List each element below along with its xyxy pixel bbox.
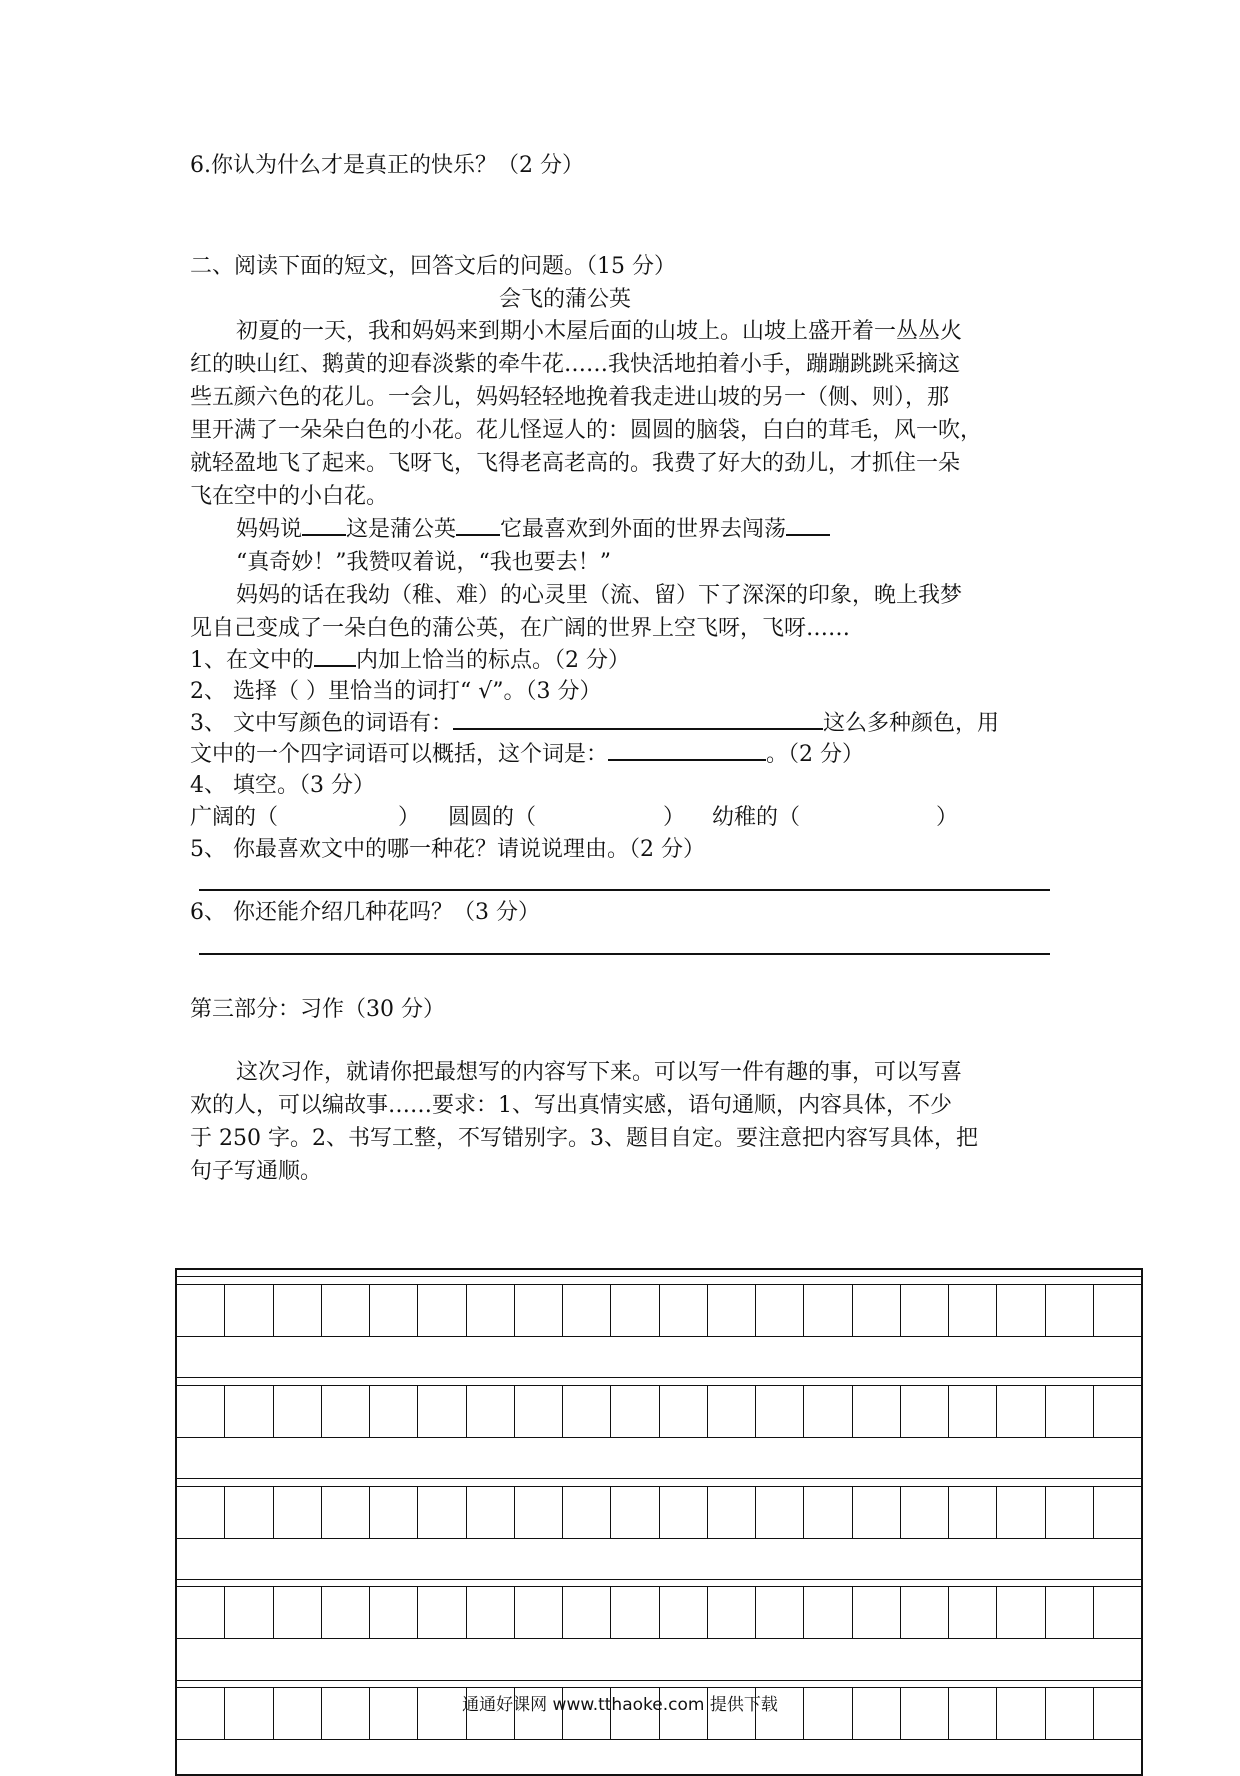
- grid-cell[interactable]: [611, 1587, 659, 1638]
- grid-cell[interactable]: [563, 1487, 611, 1538]
- grid-cell[interactable]: [274, 1285, 322, 1336]
- q4-item-1-open: 广阔的（: [190, 805, 279, 830]
- question-text: 内加上恰当的标点。（2 分）: [356, 648, 630, 673]
- grid-cell[interactable]: [997, 1386, 1045, 1437]
- grid-cell[interactable]: [804, 1587, 852, 1638]
- grid-cell[interactable]: [901, 1587, 949, 1638]
- essay-prompt-line: 欢的人，可以编故事……要求：1、写出真情实感，语句通顺，内容具体，不少: [190, 1093, 952, 1118]
- question-3: [190, 708, 999, 740]
- passage-line: 红的映山红、鹅黄的迎春淡紫的牵牛花……我快活地拍着小手，蹦蹦跳跳采摘这: [190, 352, 961, 377]
- passage-line: 初夏的一天，我和妈妈来到期小木屋后面的山坡上。山坡上盛开着一丛丛火: [236, 319, 963, 344]
- essay-prompt-line: 句子写通顺。: [190, 1159, 323, 1184]
- answer-blank[interactable]: [314, 645, 356, 667]
- answer-line[interactable]: [199, 953, 1050, 955]
- grid-cell[interactable]: [756, 1386, 804, 1437]
- grid-cell[interactable]: [322, 1285, 370, 1336]
- q4-item-2-open: 圆圆的（: [448, 805, 537, 830]
- grid-cell[interactable]: [997, 1487, 1045, 1538]
- passage-line: 妈妈的话在我幼（稚、难）的心灵里（流、留）下了深深的印象，晚上我梦: [236, 583, 963, 608]
- grid-cell[interactable]: [225, 1285, 273, 1336]
- grid-cell[interactable]: [660, 1487, 708, 1538]
- grid-cell[interactable]: [467, 1386, 515, 1437]
- grid-cell[interactable]: [804, 1386, 852, 1437]
- grid-cell[interactable]: [901, 1487, 949, 1538]
- question-text: 3、 文中写颜色的词语有：: [190, 711, 453, 736]
- grid-cell[interactable]: [467, 1587, 515, 1638]
- question-6: 6、 你还能介绍几种花吗？（3 分）: [190, 900, 540, 925]
- grid-cell[interactable]: [1046, 1285, 1094, 1336]
- grid-cell[interactable]: [274, 1487, 322, 1538]
- grid-cell[interactable]: [901, 1386, 949, 1437]
- q4-item-2-close: ）: [663, 805, 686, 830]
- essay-prompt-line: 这次习作，就请你把最想写的内容写下来。可以写一件有趣的事，可以写喜: [236, 1060, 963, 1085]
- passage-fragment: 妈妈说: [236, 517, 303, 542]
- grid-cell[interactable]: [418, 1285, 466, 1336]
- question-2: 2、 选择（ ）里恰当的词打“ √”。（3 分）: [190, 679, 602, 704]
- answer-blank[interactable]: [608, 739, 766, 761]
- grid-cell[interactable]: [949, 1285, 997, 1336]
- grid-cell[interactable]: [225, 1386, 273, 1437]
- grid-cell[interactable]: [853, 1487, 901, 1538]
- grid-cell[interactable]: [225, 1487, 273, 1538]
- q4-item-1-close: ）: [398, 805, 421, 830]
- grid-cell[interactable]: [370, 1285, 418, 1336]
- grid-cell[interactable]: [370, 1487, 418, 1538]
- grid-cell[interactable]: [611, 1285, 659, 1336]
- punctuation-blank[interactable]: [786, 514, 830, 536]
- question-1: [190, 645, 630, 677]
- grid-cell[interactable]: [901, 1285, 949, 1336]
- passage-title: 会飞的蒲公英: [499, 287, 632, 312]
- grid-cell[interactable]: [515, 1386, 563, 1437]
- grid-cell[interactable]: [322, 1386, 370, 1437]
- grid-row: [177, 1486, 1141, 1539]
- grid-cell[interactable]: [418, 1587, 466, 1638]
- grid-cell[interactable]: [997, 1587, 1045, 1638]
- grid-cell[interactable]: [467, 1487, 515, 1538]
- punctuation-blank[interactable]: [302, 514, 346, 536]
- grid-cell[interactable]: [177, 1386, 225, 1437]
- passage-line: 里开满了一朵朵白色的小花。花儿怪逗人的：圆圆的脑袋，白白的茸毛，风一吹，: [190, 418, 983, 443]
- essay-prompt-line: 于 250 字。2、书写工整，不写错别字。3、题目自定。要注意把内容写具体，把: [190, 1126, 978, 1151]
- grid-cell[interactable]: [1046, 1587, 1094, 1638]
- grid-cell[interactable]: [853, 1587, 901, 1638]
- grid-cell[interactable]: [370, 1386, 418, 1437]
- grid-cell[interactable]: [804, 1487, 852, 1538]
- grid-spacer-strip: [177, 1478, 1141, 1479]
- grid-cell[interactable]: [708, 1285, 756, 1336]
- question-text: 。（2 分）: [766, 742, 865, 767]
- grid-cell[interactable]: [322, 1587, 370, 1638]
- grid-cell[interactable]: [756, 1587, 804, 1638]
- grid-cell[interactable]: [853, 1386, 901, 1437]
- question-6-previous: 6.你认为什么才是真正的快乐？（2 分）: [190, 153, 584, 178]
- grid-cell[interactable]: [1094, 1285, 1141, 1336]
- passage-fragment: 它最喜欢到外面的世界去闯荡: [500, 517, 787, 542]
- grid-cell[interactable]: [322, 1487, 370, 1538]
- grid-row: [177, 1284, 1141, 1337]
- grid-cell[interactable]: [467, 1285, 515, 1336]
- passage-line: “真奇妙！”我赞叹着说，“我也要去！”: [236, 550, 611, 575]
- punctuation-blank[interactable]: [456, 514, 500, 536]
- grid-cell[interactable]: [997, 1285, 1045, 1336]
- grid-cell[interactable]: [611, 1487, 659, 1538]
- question-4: 4、 填空。（3 分）: [190, 773, 375, 798]
- grid-cell[interactable]: [1046, 1487, 1094, 1538]
- question-3-continued: [190, 739, 864, 771]
- grid-spacer-strip: [177, 1680, 1141, 1681]
- grid-cell[interactable]: [1046, 1386, 1094, 1437]
- grid-cell[interactable]: [563, 1386, 611, 1437]
- question-text: 1、在文中的: [190, 648, 314, 673]
- footer-download-note: 通通好课网 www.tthaoke.com 提供下载: [462, 1695, 778, 1715]
- grid-cell[interactable]: [177, 1487, 225, 1538]
- grid-cell[interactable]: [756, 1487, 804, 1538]
- passage-line: 些五颜六色的花儿。一会儿，妈妈轻轻地挽着我走进山坡的另一（侧、则），那: [190, 385, 950, 410]
- question-text: 这么多种颜色，用: [823, 711, 1000, 736]
- grid-cell[interactable]: [949, 1587, 997, 1638]
- grid-cell[interactable]: [949, 1487, 997, 1538]
- grid-cell[interactable]: [563, 1285, 611, 1336]
- answer-line[interactable]: [199, 889, 1050, 891]
- grid-cell[interactable]: [660, 1386, 708, 1437]
- grid-cell[interactable]: [1094, 1487, 1141, 1538]
- passage-fragment: 这是蒲公英: [346, 517, 457, 542]
- grid-spacer-strip: [177, 1579, 1141, 1580]
- grid-cell[interactable]: [756, 1285, 804, 1336]
- grid-cell[interactable]: [1094, 1386, 1141, 1437]
- grid-cell[interactable]: [370, 1587, 418, 1638]
- grid-cell[interactable]: [708, 1386, 756, 1437]
- grid-cell[interactable]: [274, 1386, 322, 1437]
- grid-cell[interactable]: [708, 1487, 756, 1538]
- grid-cell[interactable]: [1094, 1587, 1141, 1638]
- grid-row: [177, 1586, 1141, 1639]
- grid-cell[interactable]: [515, 1487, 563, 1538]
- question-5: 5、 你最喜欢文中的哪一种花？请说说理由。（2 分）: [190, 837, 705, 862]
- grid-cell[interactable]: [563, 1587, 611, 1638]
- grid-cell[interactable]: [515, 1285, 563, 1336]
- section-2-heading: 二、阅读下面的短文，回答文后的问题。（15 分）: [190, 254, 676, 279]
- passage-line: 飞在空中的小白花。: [190, 484, 389, 509]
- grid-cell[interactable]: [611, 1386, 659, 1437]
- grid-cell[interactable]: [708, 1587, 756, 1638]
- question-text: 文中的一个四字词语可以概括，这个词是：: [190, 742, 609, 767]
- passage-line: 就轻盈地飞了起来。飞呀飞，飞得老高老高的。我费了好大的劲儿，才抓住一朵: [190, 451, 961, 476]
- grid-cell[interactable]: [853, 1285, 901, 1336]
- q4-item-3-open: 幼稚的（: [712, 805, 801, 830]
- grid-cell[interactable]: [274, 1587, 322, 1638]
- grid-cell[interactable]: [804, 1285, 852, 1336]
- q4-item-3-close: ）: [936, 805, 959, 830]
- grid-cell[interactable]: [225, 1587, 273, 1638]
- grid-cell[interactable]: [515, 1587, 563, 1638]
- grid-cell[interactable]: [660, 1587, 708, 1638]
- passage-line-blanks: [236, 513, 830, 546]
- grid-cell[interactable]: [418, 1487, 466, 1538]
- passage-line: 见自己变成了一朵白色的蒲公英，在广阔的世界上空飞呀，飞呀……: [190, 616, 851, 641]
- grid-cell[interactable]: [418, 1386, 466, 1437]
- grid-cell[interactable]: [949, 1386, 997, 1437]
- grid-cell[interactable]: [177, 1587, 225, 1638]
- grid-spacer-strip: [177, 1377, 1141, 1378]
- grid-cell[interactable]: [660, 1285, 708, 1336]
- answer-blank[interactable]: [453, 708, 823, 730]
- grid-row: [177, 1385, 1141, 1438]
- grid-cell[interactable]: [177, 1285, 225, 1336]
- grid-spacer-strip: [177, 1276, 1141, 1277]
- section-3-heading: 第三部分：习作（30 分）: [190, 997, 445, 1022]
